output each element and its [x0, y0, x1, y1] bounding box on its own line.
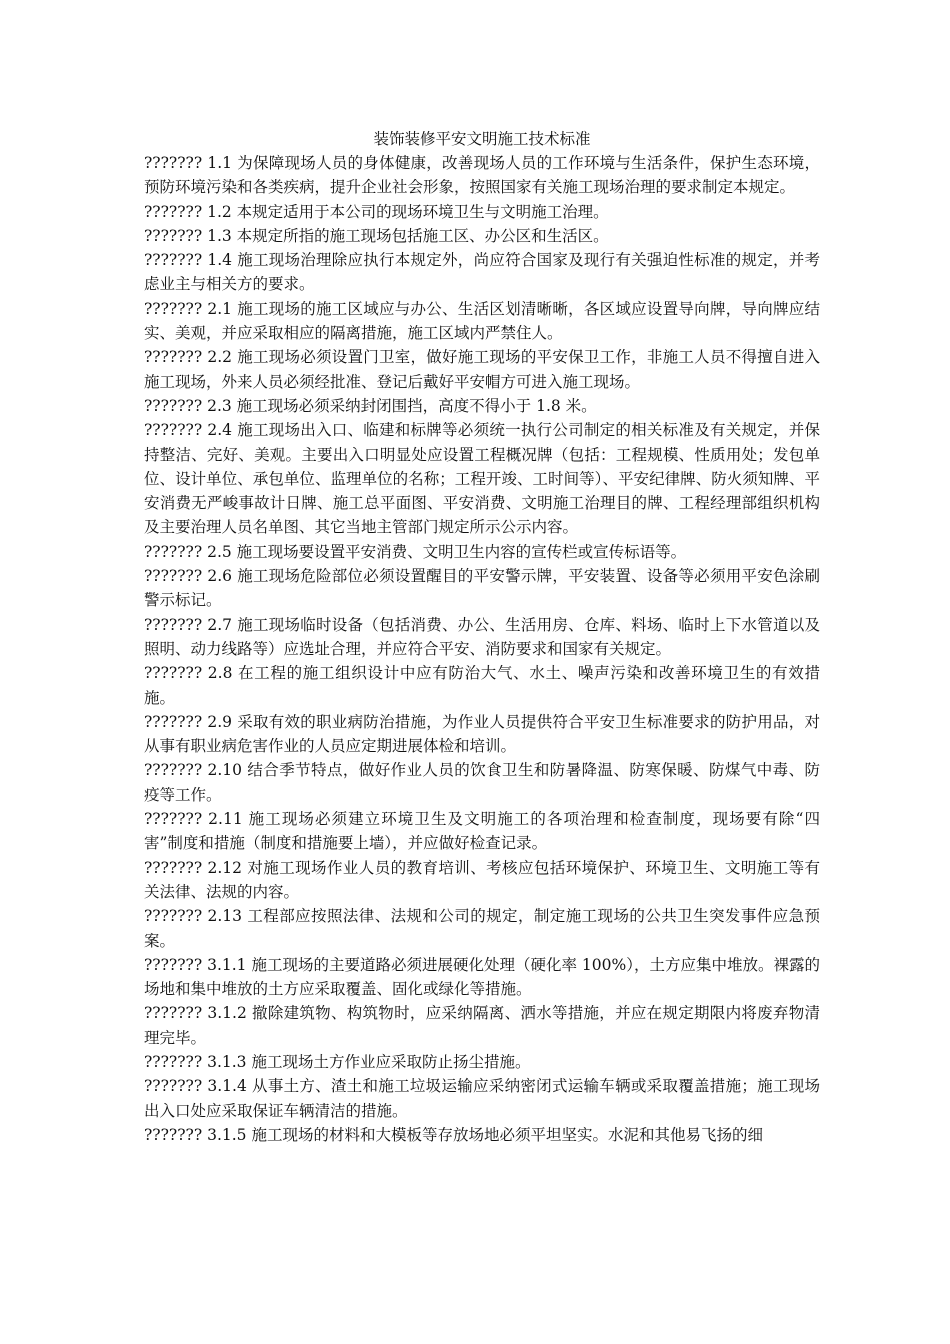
- paragraph-2-4: ??????? 2.4 施工现场出入口、临建和标牌等必须统一执行公司制定的相关标准及有关规定，并保持整洁、完好、美观。主要出入口明显处应设置工程概况牌（包括：工程规模、性质用处；发包单位、设计单位、承包单位、监理单位的名称；工程开竣、工时间等）、平安纪律牌、防火须知牌、平安消费无严峻事故计日牌、施工总平面图、平安消费、文明施工治理目的牌、工程经理部组织机构及主要治理人员名单图、其它当地主管部门规定所示公示内容。: [144, 421, 820, 537]
- paragraph-2-10: ??????? 2.10 结合季节特点，做好作业人员的饮食卫生和防暑降温、防寒保暖、防煤气中毒、防疫等工作。: [144, 761, 820, 804]
- paragraph-2-7: ??????? 2.7 施工现场临时设备（包括消费、办公、生活用房、仓库、料场、临时上下水管道以及照明、动力线路等）应选址合理，并应符合平安、消防要求和国家有关规定。: [144, 615, 820, 658]
- paragraph-3-1-2: ??????? 3.1.2 撤除建筑物、构筑物时，应采纳隔离、洒水等措施，并应在规定期限内将废弃物清理完毕。: [144, 1004, 820, 1047]
- paragraph-2-9: ??????? 2.9 采取有效的职业病防治措施，为作业人员提供符合平安卫生标准要求的防护用品，对从事有职业病危害作业的人员应定期进展体检和培训。: [144, 712, 820, 756]
- paragraph-2-6: ??????? 2.6 施工现场危险部位必须设置醒目的平安警示牌，平安装置、设备等必须用平安色涂刷警示标记。: [144, 567, 820, 610]
- paragraph-2-12: ??????? 2.12 对施工现场作业人员的教育培训、考核应包括环境保护、环境卫生、文明施工等有关法律、法规的内容。: [144, 858, 820, 901]
- paragraph-2-11: ??????? 2.11 施工现场必须建立环境卫生及文明施工的各项治理和检查制度，现场要有除“四害”制度和措施（制度和措施要上墙），并应做好检查记录。: [144, 810, 820, 853]
- paragraph-3-1-4: ??????? 3.1.4 从事土方、渣土和施工垃圾运输应采纳密闭式运输车辆或采取覆盖措施；施工现场出入口处应采取保证车辆清洁的措施。: [144, 1077, 820, 1120]
- paragraph-2-3: ??????? 2.3 施工现场必须采纳封闭围挡，高度不得小于 1.8 米。: [144, 396, 597, 415]
- paragraph-2-5: ??????? 2.5 施工现场要设置平安消费、文明卫生内容的宣传栏或宣传标语等。: [144, 542, 687, 561]
- paragraph-2-8: ??????? 2.8 在工程的施工组织设计中应有防治大气、水土、噪声污染和改善环境卫生的有效措施。: [144, 664, 820, 707]
- document-title: 装饰装修平安文明施工技术标准: [373, 130, 591, 148]
- paragraph-1-4: ??????? 1.4 施工现场治理除应执行本规定外，尚应符合国家及现行有关强迫性标准的规定，并考虑业主与相关方的要求。: [144, 251, 820, 294]
- paragraph-3-1-5: ??????? 3.1.5 施工现场的材料和大模板等存放场地必须平坦坚实。水泥和其他易飞扬的细: [144, 1125, 763, 1144]
- document-body: [144, 151, 820, 1147]
- paragraph-2-2: ??????? 2.2 施工现场必须设置门卫室，做好施工现场的平安保卫工作，非施工人员不得擅自进入施工现场，外来人员必须经批准、登记后戴好平安帽方可进入施工现场。: [144, 348, 820, 391]
- paragraph-1-3: ??????? 1.3 本规定所指的施工现场包括施工区、办公区和生活区。: [144, 226, 609, 245]
- paragraph-2-1: ??????? 2.1 施工现场的施工区域应与办公、生活区划清晰晰，各区域应设置导向牌，导向牌应结实、美观，并应采取相应的隔离措施，施工区域内严禁住人。: [144, 299, 820, 343]
- paragraph-1-1: ??????? 1.1 为保障现场人员的身体健康，改善现场人员的工作环境与生活条件，保护生态环境，预防环境污染和各类疾病，提升企业社会形象，按照国家有关施工现场治理的要求制定本规定。: [144, 154, 820, 197]
- paragraph-3-1-3: ??????? 3.1.3 施工现场土方作业应采取防止扬尘措施。: [144, 1052, 531, 1071]
- document-page: [144, 127, 820, 1147]
- paragraph-2-13: ??????? 2.13 工程部应按照法律、法规和公司的规定，制定施工现场的公共卫生突发事件应急预案。: [144, 907, 820, 950]
- paragraph-3-1-1: ??????? 3.1.1 施工现场的主要道路必须进展硬化处理（硬化率 100%），土方应集中堆放。裸露的场地和集中堆放的土方应采取覆盖、固化或绿化等措施。: [144, 955, 820, 999]
- paragraph-1-2: ??????? 1.2 本规定适用于本公司的现场环境卫生与文明施工治理。: [144, 202, 609, 221]
